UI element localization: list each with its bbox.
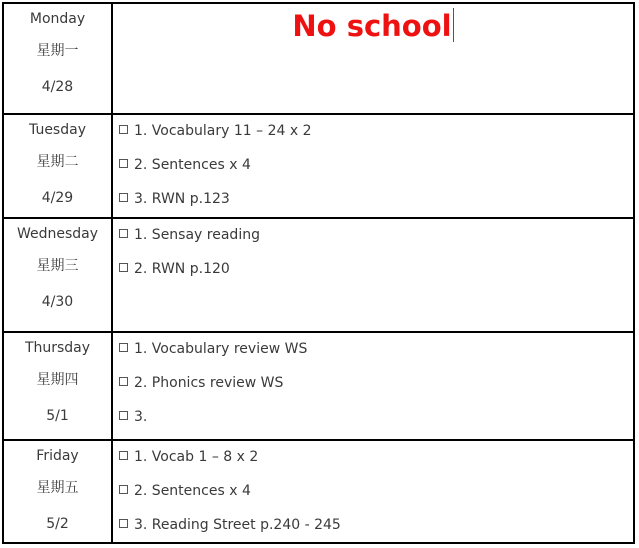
checkbox-icon[interactable]	[119, 411, 128, 420]
checkbox-icon[interactable]	[119, 485, 128, 494]
day-name-chinese: 星期四	[36, 372, 79, 388]
day-name: Thursday	[24, 340, 91, 356]
task-text: 3. RWN p.123	[134, 191, 230, 207]
wednesday-tasks-cell[interactable]	[113, 219, 633, 331]
day-name-chinese: 星期二	[36, 154, 79, 170]
checkbox-icon[interactable]	[119, 159, 128, 168]
task-text: 1. Sensay reading	[134, 227, 260, 243]
task-text: 2. RWN p.120	[134, 261, 230, 277]
day-date: 5/2	[46, 516, 69, 532]
day-name-chinese: 星期五	[36, 480, 79, 496]
checkbox-icon[interactable]	[119, 377, 128, 386]
day-name: Tuesday	[29, 122, 86, 138]
task-text: 2. Sentences x 4	[134, 157, 251, 173]
task-text: 3.	[134, 409, 148, 425]
task-item[interactable]	[119, 448, 258, 466]
task-item[interactable]	[119, 408, 147, 426]
checkbox-icon[interactable]	[119, 125, 128, 134]
tuesday-day-cell	[4, 115, 113, 217]
task-item[interactable]	[119, 374, 283, 392]
checkbox-icon[interactable]	[119, 451, 128, 460]
day-name: Wednesday	[16, 226, 99, 242]
task-text: 1. Vocab 1 – 8 x 2	[134, 449, 259, 465]
thursday-day-cell	[4, 333, 113, 439]
task-item[interactable]	[119, 190, 230, 208]
text-cursor	[453, 8, 454, 42]
task-item[interactable]	[119, 260, 230, 278]
day-date: 4/28	[41, 79, 74, 95]
day-name: Monday	[29, 11, 86, 27]
task-text: 1. Vocabulary review WS	[134, 341, 308, 357]
thursday-tasks-cell[interactable]	[113, 333, 633, 439]
day-name-chinese: 星期三	[36, 258, 79, 274]
task-item[interactable]	[119, 482, 251, 500]
checkbox-icon[interactable]	[119, 263, 128, 272]
monday-day-cell	[4, 4, 113, 113]
friday-day-cell	[4, 441, 113, 542]
task-item[interactable]	[119, 340, 307, 358]
day-date: 4/29	[41, 190, 74, 206]
day-date: 4/30	[41, 294, 74, 310]
day-name: Friday	[36, 448, 79, 464]
friday-row	[4, 441, 633, 542]
checkbox-icon[interactable]	[119, 519, 128, 528]
task-item[interactable]	[119, 516, 341, 534]
no-school-text: No school	[292, 9, 452, 43]
day-date: 5/1	[46, 408, 69, 424]
tuesday-row	[4, 115, 633, 219]
checkbox-icon[interactable]	[119, 343, 128, 352]
wednesday-day-cell	[4, 219, 113, 331]
task-item[interactable]	[119, 122, 311, 140]
day-name-chinese: 星期一	[36, 43, 79, 59]
homework-schedule-table	[2, 2, 635, 544]
task-text: 3. Reading Street p.240 - 245	[134, 517, 341, 533]
checkbox-icon[interactable]	[119, 193, 128, 202]
checkbox-icon[interactable]	[119, 229, 128, 238]
task-text: 1. Vocabulary 11 – 24 x 2	[134, 123, 312, 139]
friday-tasks-cell[interactable]	[113, 441, 633, 542]
monday-tasks-cell[interactable]	[113, 4, 633, 113]
tuesday-tasks-cell[interactable]	[113, 115, 633, 217]
task-text: 2. Phonics review WS	[134, 375, 284, 391]
thursday-row	[4, 333, 633, 441]
task-item[interactable]	[119, 156, 251, 174]
monday-row	[4, 4, 633, 115]
task-item[interactable]	[119, 226, 260, 244]
task-text: 2. Sentences x 4	[134, 483, 251, 499]
wednesday-row	[4, 219, 633, 333]
no-school-note[interactable]	[113, 8, 633, 44]
